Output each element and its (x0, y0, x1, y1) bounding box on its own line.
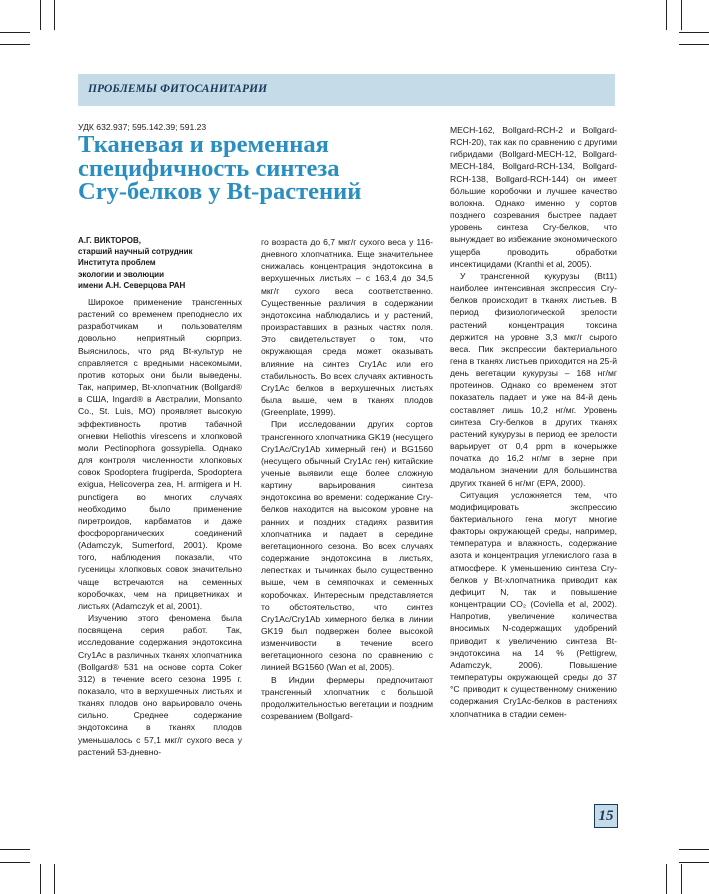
udk-code: УДК 632.937; 595.142.39; 591.23 (78, 122, 207, 132)
author-name: А.Г. ВИКТОРОВ, (78, 236, 141, 245)
author-position: старший научный сотрудник (78, 247, 193, 257)
author-affiliation: Института проблем (78, 258, 156, 268)
paragraph: Ситуация усложняется тем, что модифицировать экспрессию бактериального гена могут многие факторы окружающей среды, например, температура и влажность, содержание азота и концентрация углекислого газа в атмосфере. К уменьшению синтеза Cry-белков у Bt-хлопчатника приводит как дефицит N, так и повышение концентрации CO₂ (Coviella et al, 2002). Напротив, увеличение количества вносимых N-содержащих удобрений приводит к увеличению синтеза Bt-эндотоксина на 14 % (Pettigrew, Adamczyk, 2006). Повышение температуры окружающей среды до 37 °С приводит к существенному снижению содержания Cry1Ac-белков в растениях хлопчатника в стадии семен- (450, 489, 617, 719)
crop-mark (679, 862, 709, 863)
author-block (78, 235, 242, 291)
crop-mark (679, 44, 709, 45)
crop-mark (681, 0, 682, 30)
paragraph: го возраста до 6,7 мкг/г сухого веса у 116-дневного хлопчатника. Еще значительнее снижалась концентрация эндотоксина в верхушечных листьях – с 163,4 до 34,5 мкг/г сухого веса соответственно. Существенные различия в содержании эндотоксина наблюдались и у растений, произраставших в разных частях поля. Это свидетельствует о том, что окружающая среда может оказывать влияние на синтез Cry1Ac или его стабильность. Во всех случаях активность Cry1Ac белков в верхушечных листьях была выше, чем в тканях плодов (Greenplate, 1999). (261, 237, 433, 418)
paragraph: MECH-162, Bollgard-RCH-2 и Bollgard-RCH-20), так как по сравнению с другими гибридами (Bollgard-MECH-12, Bollgard-MECH-184, Bollgard-RCH-134, Bollgard-RCH-138, Bollgard-RCH-144) он имеет бóльшие коробочки и лучшее качество волокна. Однако именно у сортов позднего созревания быстрее падает уровень синтеза Cry-белков, что вынуждает во избежание экономического ущерба проводить обработки инсектицидами (Kranthi et al, 2005). (450, 125, 617, 269)
crop-mark (0, 849, 30, 850)
text-column-1 (78, 296, 242, 758)
crop-mark (54, 864, 55, 894)
crop-mark (0, 44, 30, 45)
crop-mark (0, 862, 30, 863)
paragraph: При исследовании других сортов трансгенного хлопчатника GK19 (несущего Cry1Ac/Cry1Ab химерный ген) и BG1560 (несущего обычный Cry1Ac ген) китайские ученые выявили еще более сложную картину варьирования синтеза эндотоксина во времени: содержание Cry-белков находится на высоком уровне на ранних и поздних стадиях развития хлопчатника и падает в середине вегетационного сезона. Во всех случаях содержание эндотоксина в листьях, лепестках и тычинках было существенно выше, чем в семяпочках и семенных коробочках. Интересным представляется то обстоятельство, что синтез Cry1Ac/Cry1Ab химерного белка в линии GK19 был подвержен более высокой изменчивости в течение всего вегетационного сезона по сравнению с линией BG1560 (Wan et al, 2005). (261, 419, 433, 673)
crop-mark (666, 0, 667, 30)
author-affiliation: экологии и эволюции (78, 269, 164, 279)
crop-mark (679, 32, 709, 33)
crop-mark (0, 32, 30, 33)
paragraph: У трансгенной кукурузы (Bt11) наиболее интенсивная экспрессия Cry-белков происходит в тканях листьев. В период физиологической зрелости растений концентрация токсина держится на уровне 3,3 мкг/г сырого веса. Пик экспрессии бактериального гена в тканях листьев приходится на 25-й день вегетации кукурузы – 168 нг/мг протеинов. Однако со временем этот показатель падает и уже на 84-й день составляет лишь 10,2 нг/мг. Уровень синтеза Cry-белков в других тканях растений кукурузы в период ее зрелости варьирует от 0,4 ppm в кочерыжке початка до 16,2 нг/мг в зерне при модальном значении для большинства других тканей 6 нг/мг (EPA, 2000). (450, 270, 617, 488)
crop-mark (666, 864, 667, 894)
paragraph: Широкое применение трансгенных растений со временем преподнесло их разработчикам и пользователям довольно неприятный сюрприз. Выяснилось, что ряд Bt-культур не справляется с вредными насекомыми, против которых они были выведены. Так, например, Bt-хлопчатник (Bollgard® в США, Ingard® в Австралии, Monsanto Co., St. Luis, MO) проявляет высокую эффективность против табачной огневки Heliothis virescens и хлопковой моли Pectinophora gossypiella. Однако для контроля численности хлопковых совок Spodoptera frugiperda, Spodoptera exigua, Helicoverpa zea, H. armigera и H. punctigera во многих случаях необходимо было применение пиретроидов, карбаматов и даже фосфорорганических соединений (Adamczyk, Sumerford, 2001). Кроме того, наблюдения показали, что гусеницы хлопковых совок значительно чаще встречаются на семенных коробочках, чем на прицветниках и листьях (Adamczyk et al, 2001). (78, 297, 242, 611)
crop-mark (40, 0, 41, 30)
paragraph: Изучению этого феномена была посвящена серия работ. Так, исследование содержания эндотоксина Cry1Ac в различных тканях хлопчатника (Bollgard® 531 на основе сорта Coker 312) в течение всего сезона 1995 г. показало, что в верхушечных листьях и тканях плодов оно варьировало очень сильно. Среднее содержание эндотоксина в тканях плодов уменьшалось с 57,1 мкг/г сухого веса у растений 53-дневно- (78, 613, 242, 757)
page-number: 15 (594, 804, 618, 828)
section-title: ПРОБЛЕМЫ ФИТОСАНИТАРИИ (88, 83, 268, 95)
section-header (78, 74, 615, 106)
title-line: специфичность синтеза (78, 154, 340, 182)
title-line: Тканевая и временная (78, 131, 329, 158)
article-title (78, 133, 418, 204)
title-line: Cry-белков у Bt-растений (78, 178, 362, 205)
crop-mark (681, 864, 682, 894)
author-affiliation: имени А.Н. Северцова РАН (78, 280, 186, 290)
crop-mark (679, 849, 709, 850)
paragraph: В Индии фермеры предпочитают трансгенный хлопчатник с большой продолжительностью вегетации и поздним созреванием (Bollgard- (261, 674, 433, 722)
text-column-3 (450, 124, 617, 720)
text-column-2 (261, 236, 433, 722)
crop-mark (40, 864, 41, 894)
crop-mark (54, 0, 55, 30)
